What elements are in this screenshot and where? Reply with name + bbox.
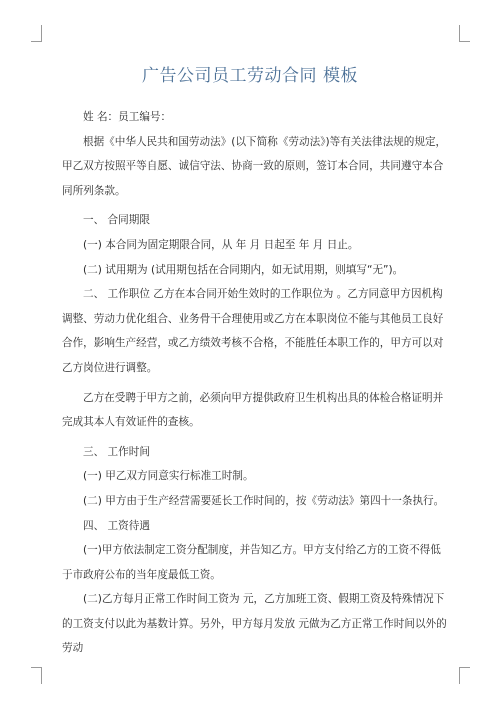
section-heading: 三、 工作时间 — [83, 445, 150, 458]
crop-mark-top-left — [31, 25, 42, 42]
clause-paragraph: (一) 本合同为固定期限合同，从 年 月 日起至 年 月 日止。 — [83, 238, 359, 251]
section-paragraph: 二、 工作职位 乙方在本合同开始生效时的工作职位为 。乙方同意甲方因机构调整、劳动力优化组合、业务骨干合理使用或乙方在本职岗位不能与其他员工良好合作，影响生产经营，或乙方绩效考核不合格，不能胜任本职工作的，甲方可以对乙方岗位进行调整。 — [62, 288, 444, 374]
preamble-paragraph: 根据《中华人民共和国劳动法》(以下简称《劳动法》)等有关法律法规的规定，甲乙双方按照平等自愿、诚信守法、协商一致的原则，签订本合同，共同遵守本合同所列条款。 — [62, 135, 447, 197]
crop-mark-bottom-right — [459, 667, 470, 684]
section-heading: 一、 合同期限 — [83, 214, 150, 227]
employee-info-line: 姓 名：员工编号： — [83, 111, 172, 123]
clause-paragraph: 乙方在受聘于甲方之前，必须向甲方提供政府卫生机构出具的体检合格证明并完成其本人有效证件的查核。 — [62, 391, 444, 429]
document-title: 广告公司员工劳动合同 模板 — [142, 66, 358, 86]
clause-paragraph: (二)乙方每月正常工作时间工资为 元，乙方加班工资、假期工资及特殊情况下的工资支付以此为基数计算。另外，甲方每月发放 元做为乙方正常工作时间以外的劳动 — [62, 593, 447, 655]
crop-mark-top-right — [459, 25, 470, 42]
document-body — [62, 105, 448, 661]
crop-mark-bottom-left — [31, 667, 42, 684]
clause-paragraph: (二) 试用期为 (试用期包括在合同期内，如无试用期，则填写“无”)。 — [83, 263, 404, 276]
clause-paragraph: (二) 甲方由于生产经营需要延长工作时间的，按《劳动法》第四十一条执行。 — [83, 494, 445, 507]
clause-paragraph: (一)甲方依法制定工资分配制度，并告知乙方。甲方支付给乙方的工资不得低于市政府公布的当年度最低工资。 — [62, 544, 441, 581]
clause-paragraph: (一) 甲乙双方同意实行标准工时制。 — [83, 470, 254, 483]
section-heading: 四、 工资待遇 — [83, 519, 150, 532]
